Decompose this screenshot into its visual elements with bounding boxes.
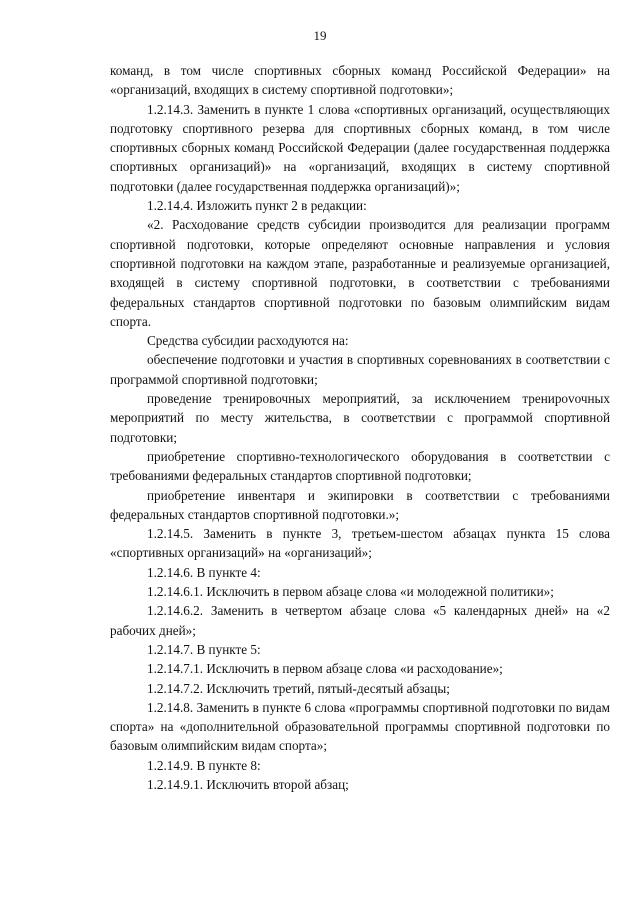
paragraph-1-2-14-7: 1.2.14.7. В пункте 5: (147, 641, 261, 657)
paragraph-1-2-14-6-2: 1.2.14.6.2. Заменить в четвертом абзаце слова «5 календарных дней» на «2 рабочих дней»; (110, 603, 610, 638)
paragraph-1-2-14-5: 1.2.14.5. Заменить в пункте 3, третьем-шестом абзацах пункта 15 слова «спортивных организаций» на «организаций»; (110, 526, 610, 561)
paragraph-1-2-14-9: 1.2.14.9. В пункте 8: (147, 757, 261, 773)
paragraph-1-2-14-8: 1.2.14.8. Заменить в пункте 6 слова «программы спортивной подготовки по видам спорта» на «дополнительной образовательной программы спортивной подготовки по базовым олимпийским видам спорта»; (110, 699, 610, 754)
paragraph-quoted-item-2: «2. Расходование средств субсидии производится для реализации программ спортивной подготовки, которые определяют основные направления и условия спортивной подготовки на каждом этапе, разработанные и реализуемые организацией, входящей в систему спортивной подготовки, в соответствии с требованиями федеральных стандартов спортивной подготовки по базовым олимпийским видам спорта. (110, 217, 610, 329)
page-number: 19 (313, 28, 327, 43)
paragraph-continuation: команд, в том числе спортивных сборных команд Российской Федерации» на «организаций, входящих в систему спортивной подготовки»; (110, 63, 610, 98)
paragraph-1-2-14-6: 1.2.14.6. В пункте 4: (147, 564, 261, 580)
paragraph-1-2-14-4: 1.2.14.4. Изложить пункт 2 в редакции: (147, 198, 367, 214)
paragraph-1-2-14-7-2: 1.2.14.7.2. Исключить третий, пятый-десятый абзацы; (147, 680, 450, 696)
paragraph-1-2-14-9-1: 1.2.14.9.1. Исключить второй абзац; (147, 776, 349, 792)
paragraph-1-2-14-6-1: 1.2.14.6.1. Исключить в первом абзаце слова «и молодежной политики»; (147, 584, 554, 600)
paragraph-use-inventory: приобретение инвентаря и экипировки в соответствии с требованиями федеральных стандартов спортивной подготовки.»; (110, 487, 610, 522)
paragraph-1-2-14-3: 1.2.14.3. Заменить в пункте 1 слова «спортивных организаций, осуществляющих подготовку спортивного резерва для спортивных сборных команд, в том числе спортивных сборных команд Российской Федерации (далее государственная поддержка спортивных организаций)» на «организаций, входящих в систему спортивной подготовки (далее государственная поддержка организаций)»; (110, 101, 610, 194)
paragraph-use-equipment: приобретение спортивно-технологического оборудования в соответствии с требованиями федеральных стандартов спортивной подготовки; (110, 448, 610, 484)
paragraph-use-training: проведение тренировочных мероприятий, за исключением тренироvочных мероприятий по месту жительства, в соответствии с программой спортивной подготовки; (110, 391, 610, 445)
paragraph-subsidy-uses-intro: Средства субсидии расходуются на: (147, 333, 349, 349)
paragraph-use-competitions: обеспечение подготовки и участия в спортивных соревнованиях в соответствии с программой спортивной подготовки; (110, 352, 610, 387)
paragraph-1-2-14-7-1: 1.2.14.7.1. Исключить в первом абзаце слова «и расходование»; (147, 661, 503, 677)
document-body (110, 61, 610, 794)
